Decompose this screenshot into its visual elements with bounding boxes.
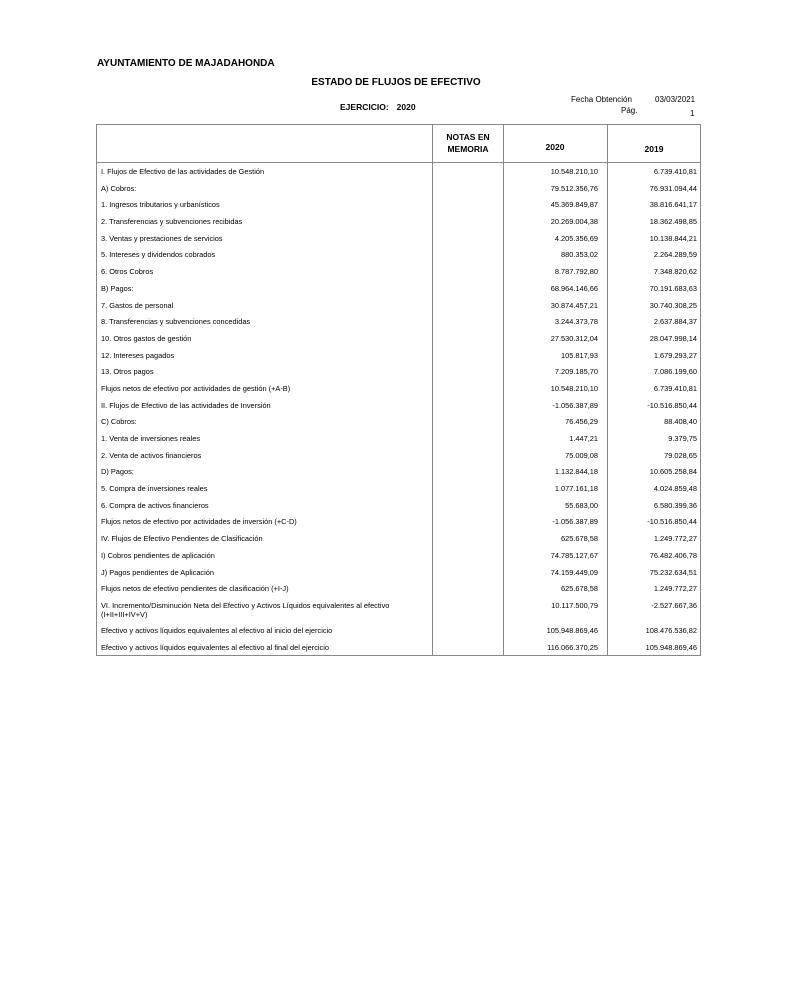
date-label: Fecha Obtención bbox=[571, 95, 632, 104]
column-header-2020: 2020 bbox=[545, 142, 565, 152]
table-row bbox=[97, 213, 700, 230]
row-value-2020: 8.787.792,80 bbox=[554, 267, 598, 277]
column-header-2019: 2019 bbox=[644, 144, 664, 154]
table-row bbox=[97, 347, 700, 364]
row-concept: IV. Flujos de Efectivo Pendientes de Clasificación bbox=[101, 534, 263, 544]
row-value-2020: 76.456,29 bbox=[565, 417, 598, 427]
row-value-2020: 1.447,21 bbox=[569, 434, 598, 443]
row-concept: J) Pagos pendientes de Aplicación bbox=[101, 567, 214, 577]
row-concept: 13. Otros pagos bbox=[101, 367, 154, 377]
table-row bbox=[97, 639, 700, 656]
row-concept: Flujos netos de efectivo por actividades de inversión (+C-D) bbox=[101, 517, 297, 527]
row-concept: 12. Intereses pagados bbox=[101, 350, 175, 360]
table-row bbox=[97, 230, 700, 247]
row-value-2019: 1.249.772,27 bbox=[653, 584, 697, 594]
row-value-2019: -10.516.850,44 bbox=[647, 517, 697, 527]
row-value-2020: 1.077.161,18 bbox=[554, 484, 598, 494]
row-concept: 6. Otros Cobros bbox=[101, 267, 154, 277]
row-value-2019: 6.739.410,81 bbox=[653, 167, 697, 176]
row-value-2020: -1.056.387,89 bbox=[552, 517, 598, 527]
row-value-2019: -10.516.850,44 bbox=[647, 400, 697, 410]
row-concept: Efectivo y activos líquidos equivalentes al efectivo al final del ejercicio bbox=[101, 642, 329, 652]
row-value-2020: 55.683,00 bbox=[565, 500, 598, 510]
row-value-2020: 3.244.373,78 bbox=[554, 317, 598, 327]
row-value-2020: 68.964.146,66 bbox=[550, 283, 598, 293]
table-row bbox=[97, 380, 700, 397]
row-concept: D) Pagos: bbox=[101, 467, 134, 477]
row-value-2019: 10.605.258,84 bbox=[649, 467, 697, 477]
row-concept: 2. Transferencias y subvenciones recibidas bbox=[101, 217, 243, 227]
row-value-2019: -2.527.667,36 bbox=[651, 600, 697, 610]
row-concept: B) Pagos: bbox=[101, 283, 134, 293]
row-concept: I) Cobros pendientes de aplicación bbox=[101, 550, 215, 560]
row-concept: I. Flujos de Efectivo de las actividades de Gestión bbox=[101, 167, 265, 176]
table-body bbox=[97, 163, 700, 655]
row-concept: 10. Otros gastos de gestión bbox=[101, 333, 192, 343]
row-concept: VI. Incremento/Disminución Neta del Efectivo y Activos Líquidos equivalentes al efectivo (I+II+III+IV+V) bbox=[101, 600, 390, 620]
row-value-2019: 6.739.410,81 bbox=[653, 383, 697, 393]
table-row bbox=[97, 397, 700, 414]
row-value-2019: 6.580.399,36 bbox=[653, 500, 697, 510]
row-value-2020: -1.056.387,89 bbox=[552, 400, 598, 410]
row-value-2019: 76.931.094,44 bbox=[649, 183, 697, 193]
row-value-2020: 4.205.356,69 bbox=[554, 233, 598, 243]
row-value-2019: 7.348.820,62 bbox=[653, 267, 697, 277]
row-value-2020: 30.874.457,21 bbox=[550, 300, 598, 310]
table-row bbox=[97, 480, 700, 497]
row-value-2019: 30.740.308,25 bbox=[649, 300, 697, 310]
row-value-2020: 20.269.004,38 bbox=[550, 217, 598, 227]
row-value-2019: 70.191.683,63 bbox=[649, 283, 697, 293]
row-concept: A) Cobros: bbox=[101, 183, 137, 193]
row-value-2019: 4.024.859,48 bbox=[653, 484, 697, 494]
row-value-2019: 28.047.998,14 bbox=[649, 333, 697, 343]
table-row bbox=[97, 513, 700, 530]
row-value-2020: 10.117.500,79 bbox=[551, 600, 598, 610]
page-number: 1 bbox=[690, 109, 695, 118]
row-value-2019: 76.482.406,78 bbox=[649, 550, 697, 560]
row-concept: C) Cobros: bbox=[101, 417, 137, 427]
row-value-2019: 1.249.772,27 bbox=[653, 534, 697, 544]
row-value-2020: 75.009,08 bbox=[565, 450, 598, 460]
date-value: 03/03/2021 bbox=[655, 95, 696, 104]
table-row bbox=[97, 580, 700, 597]
row-value-2020: 74.159.449,09 bbox=[550, 567, 598, 577]
table-row bbox=[97, 447, 700, 464]
table-row bbox=[97, 163, 700, 180]
table-row bbox=[97, 530, 700, 547]
row-concept: 1. Venta de inversiones reales bbox=[101, 434, 201, 443]
row-concept: 3. Ventas y prestaciones de servicios bbox=[101, 233, 223, 243]
table-row bbox=[97, 363, 700, 380]
table-row bbox=[97, 622, 700, 639]
table-row bbox=[97, 263, 700, 280]
table-row bbox=[97, 280, 700, 297]
table-row bbox=[97, 180, 700, 197]
row-concept: 6. Compra de activos financieros bbox=[101, 500, 209, 510]
table-row bbox=[97, 547, 700, 564]
table-row bbox=[97, 297, 700, 314]
cash-flow-table bbox=[96, 124, 701, 656]
table-row bbox=[97, 330, 700, 347]
row-value-2019: 7.086.199,60 bbox=[653, 367, 697, 377]
row-concept: 8. Transferencias y subvenciones concedidas bbox=[101, 317, 251, 327]
row-value-2020: 45.369.849,87 bbox=[550, 200, 598, 210]
table-row bbox=[97, 597, 700, 622]
row-value-2019: 108.476.536,82 bbox=[645, 625, 697, 635]
row-value-2020: 7.209.185,70 bbox=[554, 367, 598, 377]
row-value-2020: 105.948.869,46 bbox=[546, 625, 598, 635]
row-concept: 5. Intereses y dividendos cobrados bbox=[101, 250, 216, 260]
row-concept: 2. Venta de activos financieros bbox=[101, 450, 202, 460]
row-value-2019: 79.028,65 bbox=[664, 450, 697, 460]
table-row bbox=[97, 196, 700, 213]
row-value-2019: 2.264.289,59 bbox=[653, 250, 697, 260]
row-value-2020: 116.066.370,25 bbox=[547, 642, 598, 652]
row-value-2019: 2.637.884,37 bbox=[653, 317, 697, 327]
row-value-2020: 1.132.844,18 bbox=[554, 467, 598, 477]
table-row bbox=[97, 430, 700, 447]
row-concept: Flujos netos de efectivo por actividades de gestión (+A-B) bbox=[101, 383, 291, 393]
row-value-2020: 880.353,02 bbox=[561, 250, 598, 260]
row-concept: Flujos netos de efectivo pendientes de clasificación (+I-J) bbox=[101, 584, 289, 594]
row-value-2020: 625.678,58 bbox=[561, 584, 598, 594]
table-row bbox=[97, 413, 700, 430]
row-value-2020: 625.678,58 bbox=[561, 534, 598, 544]
row-value-2019: 18.362.498,85 bbox=[649, 217, 697, 227]
row-value-2020: 10.548.210,10 bbox=[550, 383, 598, 393]
row-value-2019: 88.408,40 bbox=[664, 417, 697, 427]
row-concept: 5. Compra de inversiones reales bbox=[101, 484, 208, 494]
page-label: Pág. bbox=[621, 106, 638, 115]
table-row bbox=[97, 463, 700, 480]
row-value-2019: 10.138.844,21 bbox=[649, 233, 697, 243]
row-concept: 1. Ingresos tributarios y urbanísticos bbox=[101, 200, 220, 210]
row-value-2020: 27.530.312,04 bbox=[550, 333, 598, 343]
exercise-year: 2020 bbox=[396, 102, 416, 112]
row-concept: 7. Gastos de personal bbox=[101, 300, 174, 310]
row-value-2020: 105.817,93 bbox=[561, 350, 598, 360]
row-concept: II. Flujos de Efectivo de las actividades de Inversión bbox=[101, 400, 271, 410]
document-title: ESTADO DE FLUJOS DE EFECTIVO bbox=[311, 77, 481, 88]
row-concept: Efectivo y activos líquidos equivalentes al efectivo al inicio del ejercicio bbox=[101, 625, 333, 635]
organization-name: AYUNTAMIENTO DE MAJADAHONDA bbox=[97, 58, 275, 69]
table-row bbox=[97, 564, 700, 581]
table-row bbox=[97, 313, 700, 330]
exercise-label bbox=[340, 102, 416, 112]
table-row bbox=[97, 246, 700, 263]
row-value-2020: 79.512.356,76 bbox=[550, 183, 598, 193]
row-value-2019: 105.948.869,46 bbox=[645, 642, 697, 652]
row-value-2019: 9.379,75 bbox=[668, 434, 697, 443]
row-value-2019: 38.816.641,17 bbox=[649, 200, 697, 210]
row-value-2020: 10.548.210,10 bbox=[550, 167, 598, 176]
row-value-2020: 74.785.127,67 bbox=[550, 550, 598, 560]
row-value-2019: 1.679.293,27 bbox=[653, 350, 697, 360]
column-header-notes: NOTAS EN MEMORIA bbox=[446, 132, 490, 154]
row-value-2019: 75.232.634,51 bbox=[649, 567, 697, 577]
exercise-label-text: EJERCICIO: bbox=[340, 102, 389, 112]
table-row bbox=[97, 497, 700, 514]
